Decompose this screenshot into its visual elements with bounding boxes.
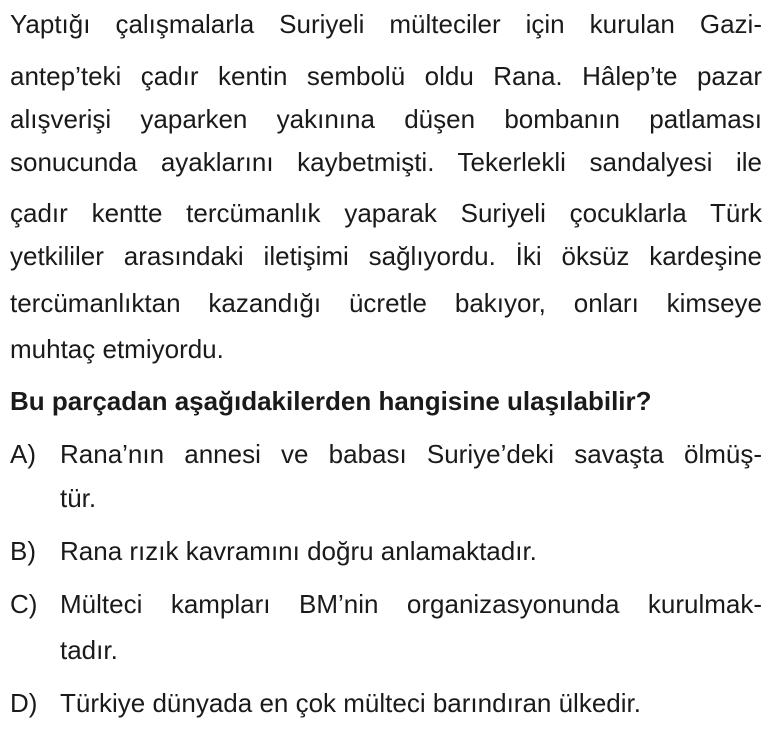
option-text: Rana’nın annesi ve babası Suriye’deki savaşta ölmüş- bbox=[60, 439, 762, 469]
question-text: Bu parçadan aşağıdakilerden hangisine ulaşılabilir? bbox=[10, 386, 652, 416]
option-letter: A) bbox=[10, 439, 36, 469]
option-text: Mülteci kampları BM’nin organizasyonunda kurulmak- bbox=[60, 589, 762, 619]
option-text: Rana rızık kavramını doğru anlamaktadır. bbox=[60, 536, 537, 566]
passage-line: tercümanlıktan kazandığı ücretle bakıyor, onları kimseye bbox=[10, 288, 762, 318]
option-text: tür. bbox=[60, 483, 97, 513]
option-letter: C) bbox=[10, 589, 38, 619]
passage-line: Yaptığı çalışmalarla Suriyeli mülteciler için kurulan Gazi- bbox=[10, 9, 762, 39]
option-letter: B) bbox=[10, 536, 36, 566]
passage-line: çadır kentte tercümanlık yaparak Suriyeli çocuklarla Türk bbox=[10, 198, 762, 228]
passage-line: antep’teki çadır kentin sembolü oldu Rana. Hâlep’te pazar bbox=[10, 61, 762, 91]
passage-line: alışverişi yaparken yakınına düşen bombanın patlaması bbox=[10, 104, 762, 134]
option-letter: D) bbox=[10, 688, 38, 718]
passage-line: sonucunda ayaklarını kaybetmişti. Tekerlekli sandalyesi ile bbox=[10, 147, 762, 177]
option-text: Türkiye dünyada en çok mülteci barındıran ülkedir. bbox=[60, 688, 641, 718]
option-text: tadır. bbox=[60, 635, 118, 665]
passage-line: yetkililer arasındaki iletişimi sağlıyordu. İki öksüz kardeşine bbox=[10, 241, 762, 271]
passage-line: muhtaç etmiyordu. bbox=[10, 334, 224, 364]
